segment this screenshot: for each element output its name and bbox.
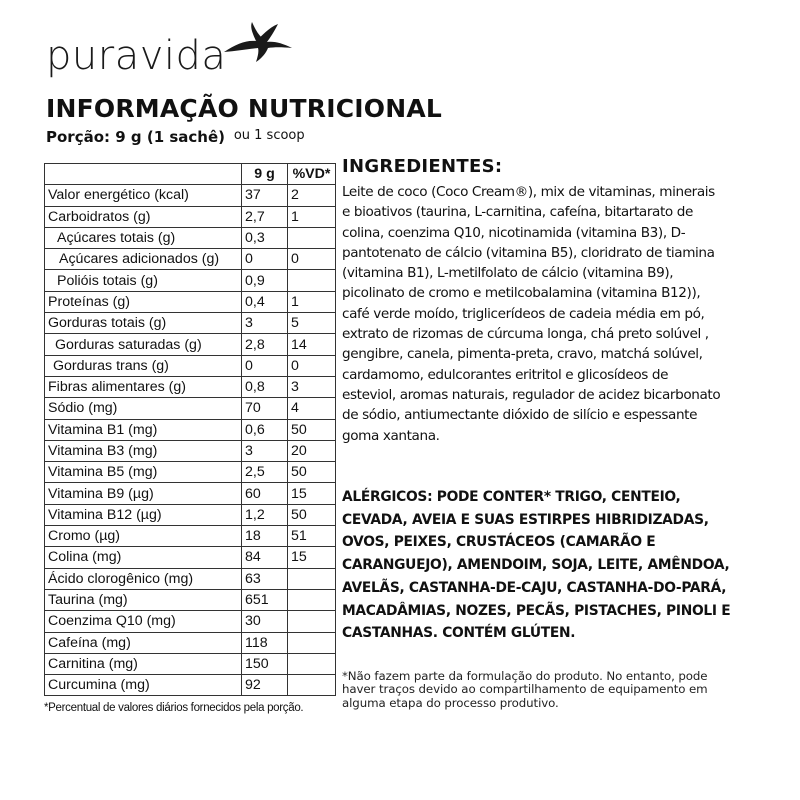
- nutrition-rows: [45, 185, 336, 696]
- table-row: [45, 227, 336, 248]
- header-blank-cell: [45, 164, 242, 185]
- table-row: [45, 313, 336, 334]
- nutrient-name: Valor energético (kcal): [45, 185, 242, 206]
- nutrient-quantity: 150: [242, 653, 288, 674]
- nutrient-name: Proteínas (g): [45, 291, 242, 312]
- nutrient-daily-value: [288, 675, 336, 696]
- table-row: [45, 483, 336, 504]
- nutrient-quantity: 3: [242, 440, 288, 461]
- nutrient-name: Ácido clorogênico (mg): [45, 568, 242, 589]
- nutrient-name: Açúcares adicionados (g): [45, 249, 242, 270]
- page-title: INFORMAÇÃO NUTRICIONAL: [46, 94, 443, 123]
- table-row: [45, 291, 336, 312]
- table-footnote: *Percentual de valores diários fornecidos pela porção.: [44, 702, 304, 714]
- nutrient-daily-value: 14: [288, 334, 336, 355]
- nutrient-quantity: 0,3: [242, 227, 288, 248]
- nutrient-daily-value: 50: [288, 504, 336, 525]
- nutrient-name: Colina (mg): [45, 547, 242, 568]
- nutrient-daily-value: 3: [288, 376, 336, 397]
- nutrient-daily-value: 50: [288, 419, 336, 440]
- nutrient-name: Cromo (µg): [45, 526, 242, 547]
- nutrient-daily-value: 50: [288, 462, 336, 483]
- table-row: [45, 547, 336, 568]
- nutrient-quantity: 651: [242, 589, 288, 610]
- portion-info: [46, 128, 305, 146]
- nutrient-name: Cafeína (mg): [45, 632, 242, 653]
- nutrient-name: Vitamina B9 (µg): [45, 483, 242, 504]
- nutrient-daily-value: [288, 568, 336, 589]
- nutrient-name: Vitamina B1 (mg): [45, 419, 242, 440]
- table-row: [45, 504, 336, 525]
- nutrient-quantity: 0: [242, 249, 288, 270]
- nutrient-name: Gorduras totais (g): [45, 313, 242, 334]
- table-row: [45, 462, 336, 483]
- nutrient-daily-value: [288, 653, 336, 674]
- table-row: [45, 419, 336, 440]
- nutrient-quantity: 2,5: [242, 462, 288, 483]
- brand-logo: [46, 22, 286, 88]
- header-quantity: 9 g: [242, 164, 288, 185]
- nutrient-quantity: 0,9: [242, 270, 288, 291]
- nutrient-name: Carnitina (mg): [45, 653, 242, 674]
- table-row: [45, 440, 336, 461]
- nutrient-name: Coenzima Q10 (mg): [45, 611, 242, 632]
- nutrient-quantity: 18: [242, 526, 288, 547]
- nutrient-name: Açúcares totais (g): [45, 227, 242, 248]
- nutrient-daily-value: 5: [288, 313, 336, 334]
- nutrient-quantity: 0,6: [242, 419, 288, 440]
- nutrient-name: Vitamina B12 (µg): [45, 504, 242, 525]
- nutrient-daily-value: 51: [288, 526, 336, 547]
- ingredients-title: INGREDIENTES:: [342, 156, 503, 177]
- ingredients-text: Leite de coco (Coco Cream®), mix de vitaminas, minerais e bioativos (taurina, L-carnitina, cafeína, bitartarato de colina, coenzima Q10, nicotinamida (vitamina B3), D-pantotenato de cálcio (vitamina B5), cloridrato de tiamina (vitamina B1), L-metilfolato de cálcio (vitamina B9), picolinato de cromo e metilcobalamina (vitamina B12)), café verde moído, triglicerídeos de cadeia média em pó, extrato de rizomas de cúrcuma longa, chá preto solúvel , gengibre, canela, pimenta-preta, cravo, matchá solúvel, cardamomo, edulcorantes eritritol e glicosídeos de esteviol, aromas naturais, regulador de acidez bicarbonato de sódio, antiumectante dióxido de silício e espessante goma xantana.: [342, 184, 721, 444]
- table-row: [45, 355, 336, 376]
- nutrient-quantity: 2,7: [242, 206, 288, 227]
- nutrient-daily-value: 15: [288, 483, 336, 504]
- brand-name: puravida: [46, 33, 227, 79]
- nutrient-daily-value: 15: [288, 547, 336, 568]
- table-row: [45, 376, 336, 397]
- nutrient-name: Sódio (mg): [45, 398, 242, 419]
- table-row: [45, 653, 336, 674]
- table-row: [45, 611, 336, 632]
- portion-alternative: ou 1 scoop: [233, 128, 305, 143]
- nutrient-quantity: 92: [242, 675, 288, 696]
- nutrient-quantity: 0,4: [242, 291, 288, 312]
- portion-size: Porção: 9 g (1 sachê): [46, 128, 226, 146]
- table-row: [45, 334, 336, 355]
- nutrient-name: Carboidratos (g): [45, 206, 242, 227]
- nutrient-quantity: 84: [242, 547, 288, 568]
- nutrient-quantity: 0,8: [242, 376, 288, 397]
- nutrient-daily-value: [288, 611, 336, 632]
- table-row: [45, 632, 336, 653]
- nutrient-daily-value: 0: [288, 355, 336, 376]
- nutrient-name: Vitamina B3 (mg): [45, 440, 242, 461]
- nutrient-quantity: 37: [242, 185, 288, 206]
- table-row: [45, 589, 336, 610]
- table-row: [45, 249, 336, 270]
- table-row: [45, 398, 336, 419]
- table-row: [45, 526, 336, 547]
- table-row: [45, 568, 336, 589]
- nutrient-name: Gorduras trans (g): [45, 355, 242, 376]
- table-row: [45, 270, 336, 291]
- nutrient-quantity: 30: [242, 611, 288, 632]
- nutrient-quantity: 60: [242, 483, 288, 504]
- allergen-footnote: *Não fazem parte da formulação do produto. No entanto, pode haver traços devido ao compartilhamento de equipamento em alguma etapa do processo produtivo.: [342, 669, 708, 710]
- nutrient-name: Taurina (mg): [45, 589, 242, 610]
- nutrient-quantity: 1,2: [242, 504, 288, 525]
- nutrient-name: Vitamina B5 (mg): [45, 462, 242, 483]
- nutrient-daily-value: 0: [288, 249, 336, 270]
- nutrient-quantity: 63: [242, 568, 288, 589]
- nutrient-quantity: 0: [242, 355, 288, 376]
- nutrient-name: Gorduras saturadas (g): [45, 334, 242, 355]
- table-row: [45, 675, 336, 696]
- nutrient-daily-value: 2: [288, 185, 336, 206]
- nutrient-daily-value: [288, 632, 336, 653]
- hummingbird-icon: [222, 22, 294, 64]
- nutrient-quantity: 70: [242, 398, 288, 419]
- header-daily-value: %VD*: [288, 164, 336, 185]
- nutrient-daily-value: [288, 589, 336, 610]
- allergen-warning: ALÉRGICOS: PODE CONTER* TRIGO, CENTEIO, CEVADA, AVEIA E SUAS ESTIRPES HIBRIDIZADAS, OVOS, PEIXES, CRUSTÁCEOS (CAMARÃO E CARANGUEJO), AMENDOIM, SOJA, LEITE, AMÊNDOA, AVELÃS, CASTANHA-DE-CAJU, CASTANHA-DO-PARÁ, MACADÂMIAS, NOZES, PECÃS, PISTACHES, PINOLI E CASTANHAS. CONTÉM GLÚTEN.: [342, 489, 731, 642]
- table-row: [45, 185, 336, 206]
- nutrient-daily-value: 20: [288, 440, 336, 461]
- nutrient-daily-value: 4: [288, 398, 336, 419]
- nutrient-name: Polióis totais (g): [45, 270, 242, 291]
- table-row: [45, 206, 336, 227]
- nutrient-name: Curcumina (mg): [45, 675, 242, 696]
- nutrient-quantity: 118: [242, 632, 288, 653]
- nutrient-quantity: 3: [242, 313, 288, 334]
- nutrient-name: Fibras alimentares (g): [45, 376, 242, 397]
- nutrition-table: [44, 163, 336, 696]
- nutrient-daily-value: [288, 270, 336, 291]
- nutrient-quantity: 2,8: [242, 334, 288, 355]
- nutrient-daily-value: 1: [288, 291, 336, 312]
- table-header-row: [45, 164, 336, 185]
- nutrient-daily-value: [288, 227, 336, 248]
- nutrient-daily-value: 1: [288, 206, 336, 227]
